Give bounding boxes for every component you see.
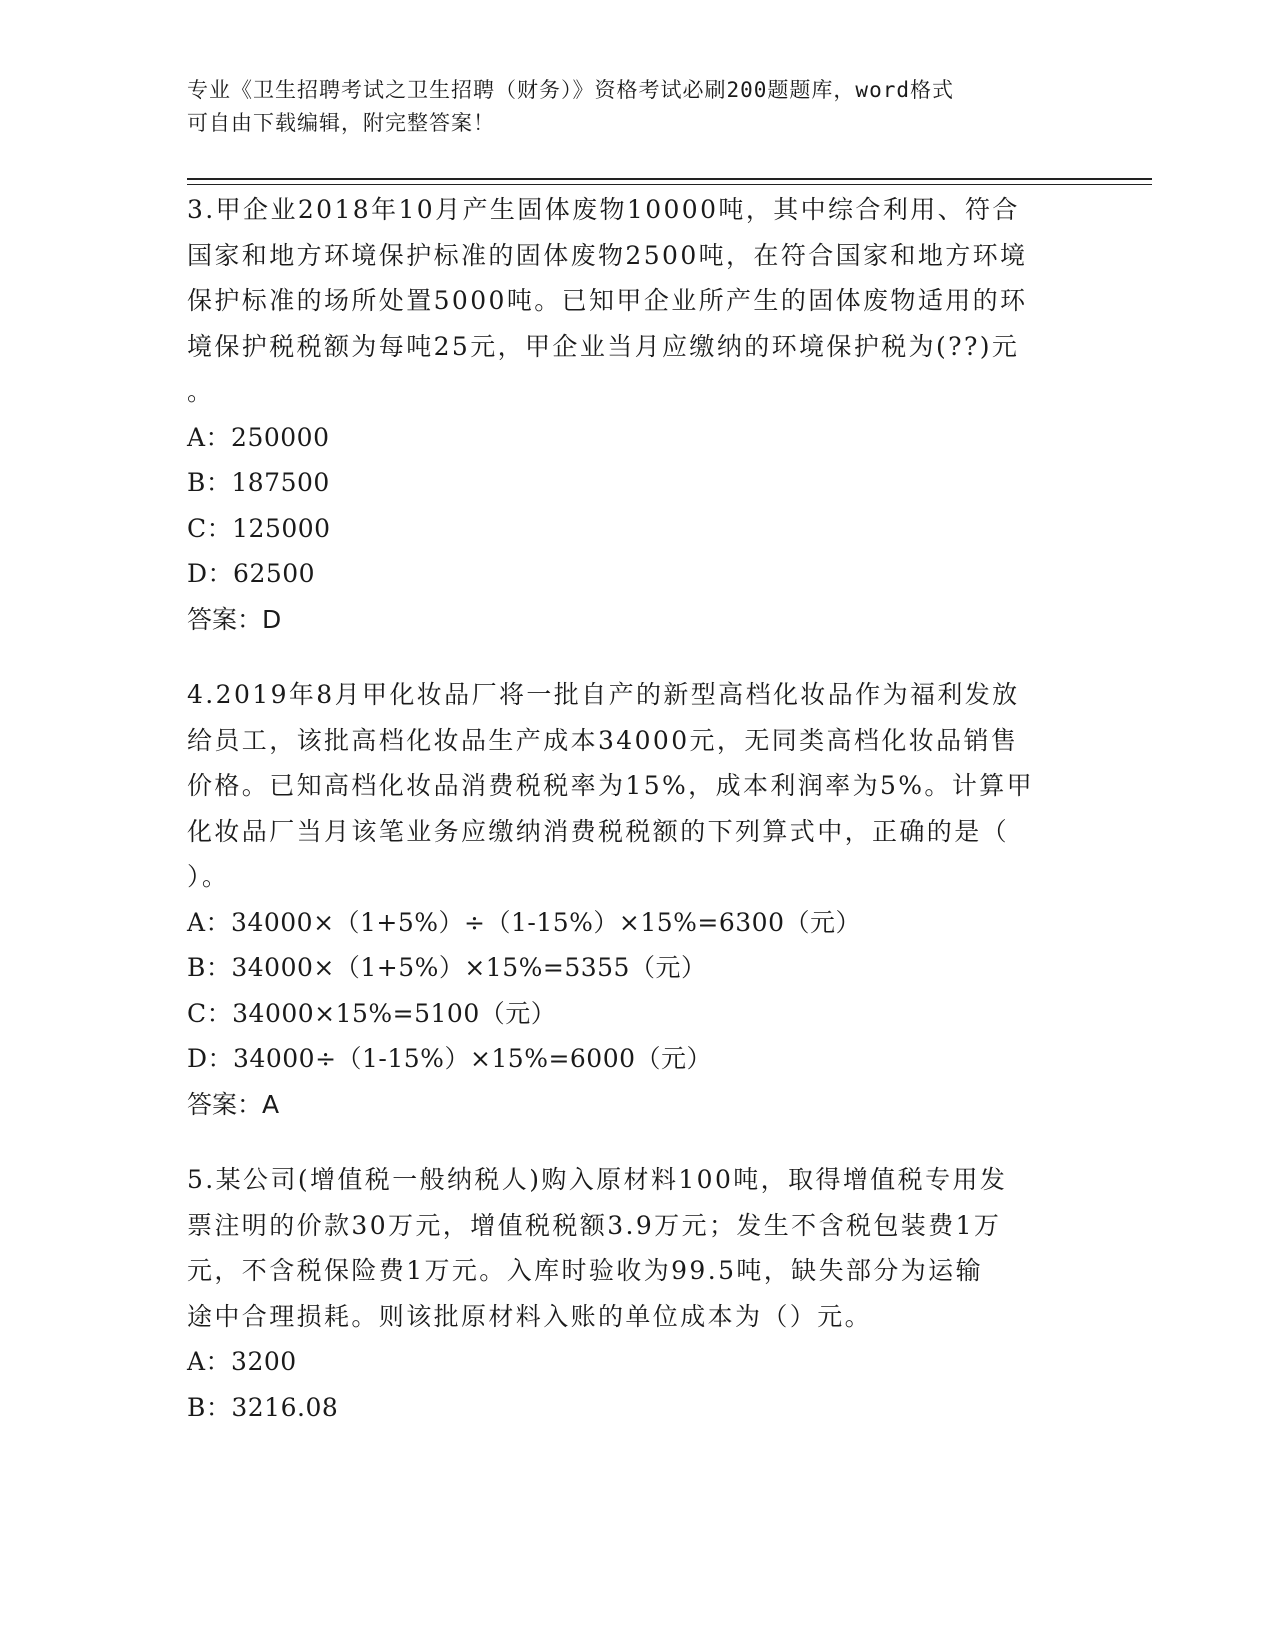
header-divider-thick — [187, 178, 1152, 180]
option-d: D：34000÷（1-15%）×15%=6000（元） — [187, 1044, 713, 1073]
stem-line: 途中合理损耗。则该批原材料入账的单位成本为（）元。 — [187, 1301, 873, 1331]
stem-line: ）。 — [187, 862, 230, 891]
stem-line: 元，不含税保险费1万元。入库时验收为99.5吨，缺失部分为运输 — [187, 1256, 983, 1285]
option-b: B：187500 — [187, 468, 330, 497]
option-a: A：250000 — [187, 422, 330, 452]
header-divider-thin — [187, 184, 1152, 185]
stem-line: 境保护税税额为每吨25元，甲企业当月应缴纳的环境保护税为(??)元 — [187, 331, 1020, 361]
question-5 — [187, 1157, 1067, 1430]
document-header — [187, 74, 1087, 140]
question-list — [187, 187, 1067, 1460]
option-c: C：125000 — [187, 513, 331, 543]
answer-label: 答案：A — [187, 1089, 280, 1119]
question-stem — [187, 187, 1067, 415]
option-b: B：34000×（1+5%）×15%=5355（元） — [187, 953, 707, 982]
stem-line: 保护标准的场所处置5000吨。已知甲企业所产生的固体废物适用的环 — [187, 286, 1028, 315]
stem-line: 4.2019年8月甲化妆品厂将一批自产的新型高档化妆品作为福利发放 — [187, 680, 1020, 709]
stem-line: 化妆品厂当月该笔业务应缴纳消费税税额的下列算式中，正确的是（ — [187, 816, 1010, 846]
question-4 — [187, 672, 1067, 1127]
header-line-2: 可自由下载编辑，附完整答案！ — [187, 111, 495, 135]
stem-line: 5.某公司(增值税一般纳税人)购入原材料100吨，取得增值税专用发 — [187, 1165, 1008, 1194]
answer-label: 答案：D — [187, 604, 282, 634]
stem-line: 价格。已知高档化妆品消费税税率为15%，成本利润率为5%。计算甲 — [187, 771, 1035, 800]
option-c: C：34000×15%=5100（元） — [187, 998, 557, 1028]
header-line-1: 专业《卫生招聘考试之卫生招聘（财务）》资格考试必刷200题题库，word格式 — [187, 78, 954, 102]
stem-line: 票注明的价款30万元，增值税税额3.9万元；发生不含税包装费1万 — [187, 1210, 1002, 1240]
stem-line: 3.甲企业2018年10月产生固体废物10000吨，其中综合利用、符合 — [187, 195, 1020, 224]
stem-line: 给员工，该批高档化妆品生产成本34000元，无同类高档化妆品销售 — [187, 725, 1019, 755]
option-b: B：3216.08 — [187, 1392, 339, 1422]
stem-line: 。 — [187, 377, 215, 406]
option-list — [187, 900, 1067, 1082]
option-d: D：62500 — [187, 559, 316, 588]
question-stem — [187, 1157, 1067, 1339]
option-list — [187, 415, 1067, 597]
option-a: A：3200 — [187, 1347, 297, 1376]
option-list — [187, 1339, 1067, 1430]
question-stem — [187, 672, 1067, 900]
stem-line: 国家和地方环境保护标准的固体废物2500吨，在符合国家和地方环境 — [187, 240, 1028, 270]
question-3 — [187, 187, 1067, 642]
option-a: A：34000×（1+5%）÷（1-15%）×15%=6300（元） — [187, 907, 861, 937]
